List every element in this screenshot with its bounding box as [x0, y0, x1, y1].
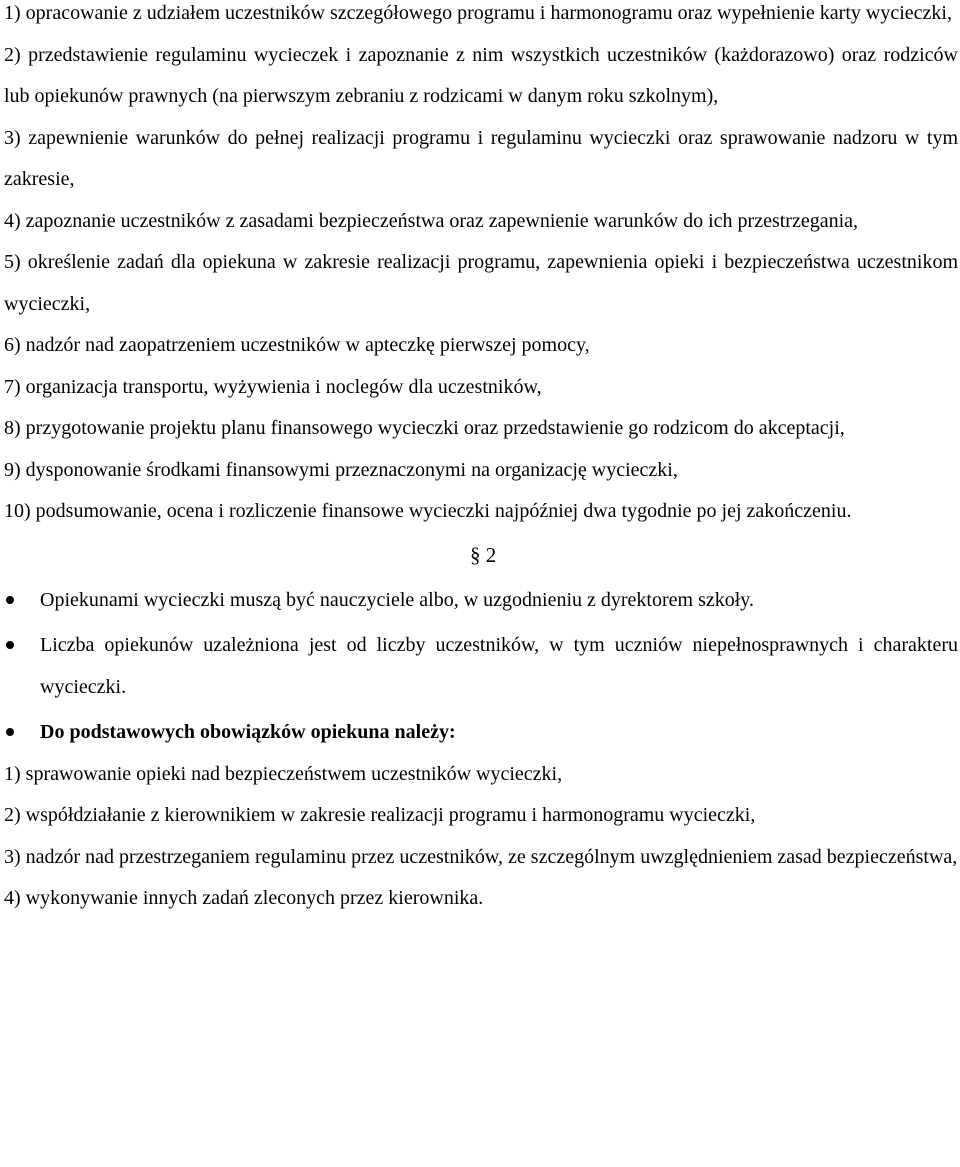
section-symbol: §	[470, 542, 481, 567]
guardian-duty-3: 3) nadzór nad przestrzeganiem regulaminu przez uczestników, ze szczególnym uwzględnieniem zasad bezpieczeństwa,	[4, 845, 958, 868]
bullet-list	[4, 580, 958, 754]
guardian-duty-1: 1) sprawowanie opieki nad bezpieczeństwem uczestników wycieczki,	[4, 762, 563, 785]
bullet-item-3	[4, 712, 958, 754]
duty-item-3: 3) zapewnienie warunków do pełnej realizacji programu i regulaminu wycieczki oraz sprawowanie nadzoru w tym zakresie,	[4, 126, 958, 190]
bullet-item-1	[4, 580, 958, 622]
section-heading	[4, 533, 958, 580]
guardian-duty-4: 4) wykonywanie innych zadań zleconych przez kierownika.	[4, 887, 484, 909]
section-number: 2	[485, 542, 497, 567]
duty-item-2: 2) przedstawienie regulaminu wycieczek i zapoznanie z nim wszystkich uczestników (każdorazowo) oraz rodziców lub opiekunów prawnych (na pierwszym zebraniu z rodzicami w danym roku szkolnym),	[4, 43, 958, 107]
duty-item-9: 9) dysponowanie środkami finansowymi przeznaczonymi na organizację wycieczki,	[4, 458, 678, 481]
duty-item-7: 7) organizacja transportu, wyżywienia i noclegów dla uczestników,	[4, 375, 542, 398]
bullet-dot-icon	[6, 596, 14, 604]
bullet-dot-icon	[6, 641, 14, 649]
duty-item-6: 6) nadzór nad zaopatrzeniem uczestników w apteczkę pierwszej pomocy,	[4, 334, 590, 356]
bullet-dot-icon	[6, 728, 14, 736]
guardian-duties-heading: Do podstawowych obowiązków opiekuna należy:	[40, 721, 456, 743]
duty-item-10: 10) podsumowanie, ocena i rozliczenie finansowe wycieczki najpóźniej dwa tygodnie po jej zakończeniu.	[4, 500, 852, 522]
guardian-duties-list	[4, 754, 958, 920]
duty-item-8: 8) przygotowanie projektu planu finansowego wycieczki oraz przedstawienie go rodzicom do akceptacji,	[4, 417, 845, 439]
duty-item-5: 5) określenie zadań dla opiekuna w zakresie realizacji programu, zapewnienia opieki i bezpieczeństwa uczestnikom wycieczki,	[4, 251, 958, 315]
organizer-duties-list	[4, 0, 958, 533]
bullet-text-1: Opiekunami wycieczki muszą być nauczyciele albo, w uzgodnieniu z dyrektorem szkoły.	[40, 588, 755, 611]
bullet-item-2	[4, 625, 958, 708]
duty-item-4: 4) zapoznanie uczestników z zasadami bezpieczeństwa oraz zapewnienie warunków do ich przestrzegania,	[4, 209, 859, 232]
duty-item-1: 1) opracowanie z udziałem uczestników szczegółowego programu i harmonogramu oraz wypełnienie karty wycieczki,	[4, 2, 952, 24]
guardian-duty-2: 2) współdziałanie z kierownikiem w zakresie realizacji programu i harmonogramu wycieczki,	[4, 804, 756, 826]
bullet-text-2: Liczba opiekunów uzależniona jest od liczby uczestników, w tym uczniów niepełnosprawnych i charakteru wycieczki.	[40, 634, 958, 698]
